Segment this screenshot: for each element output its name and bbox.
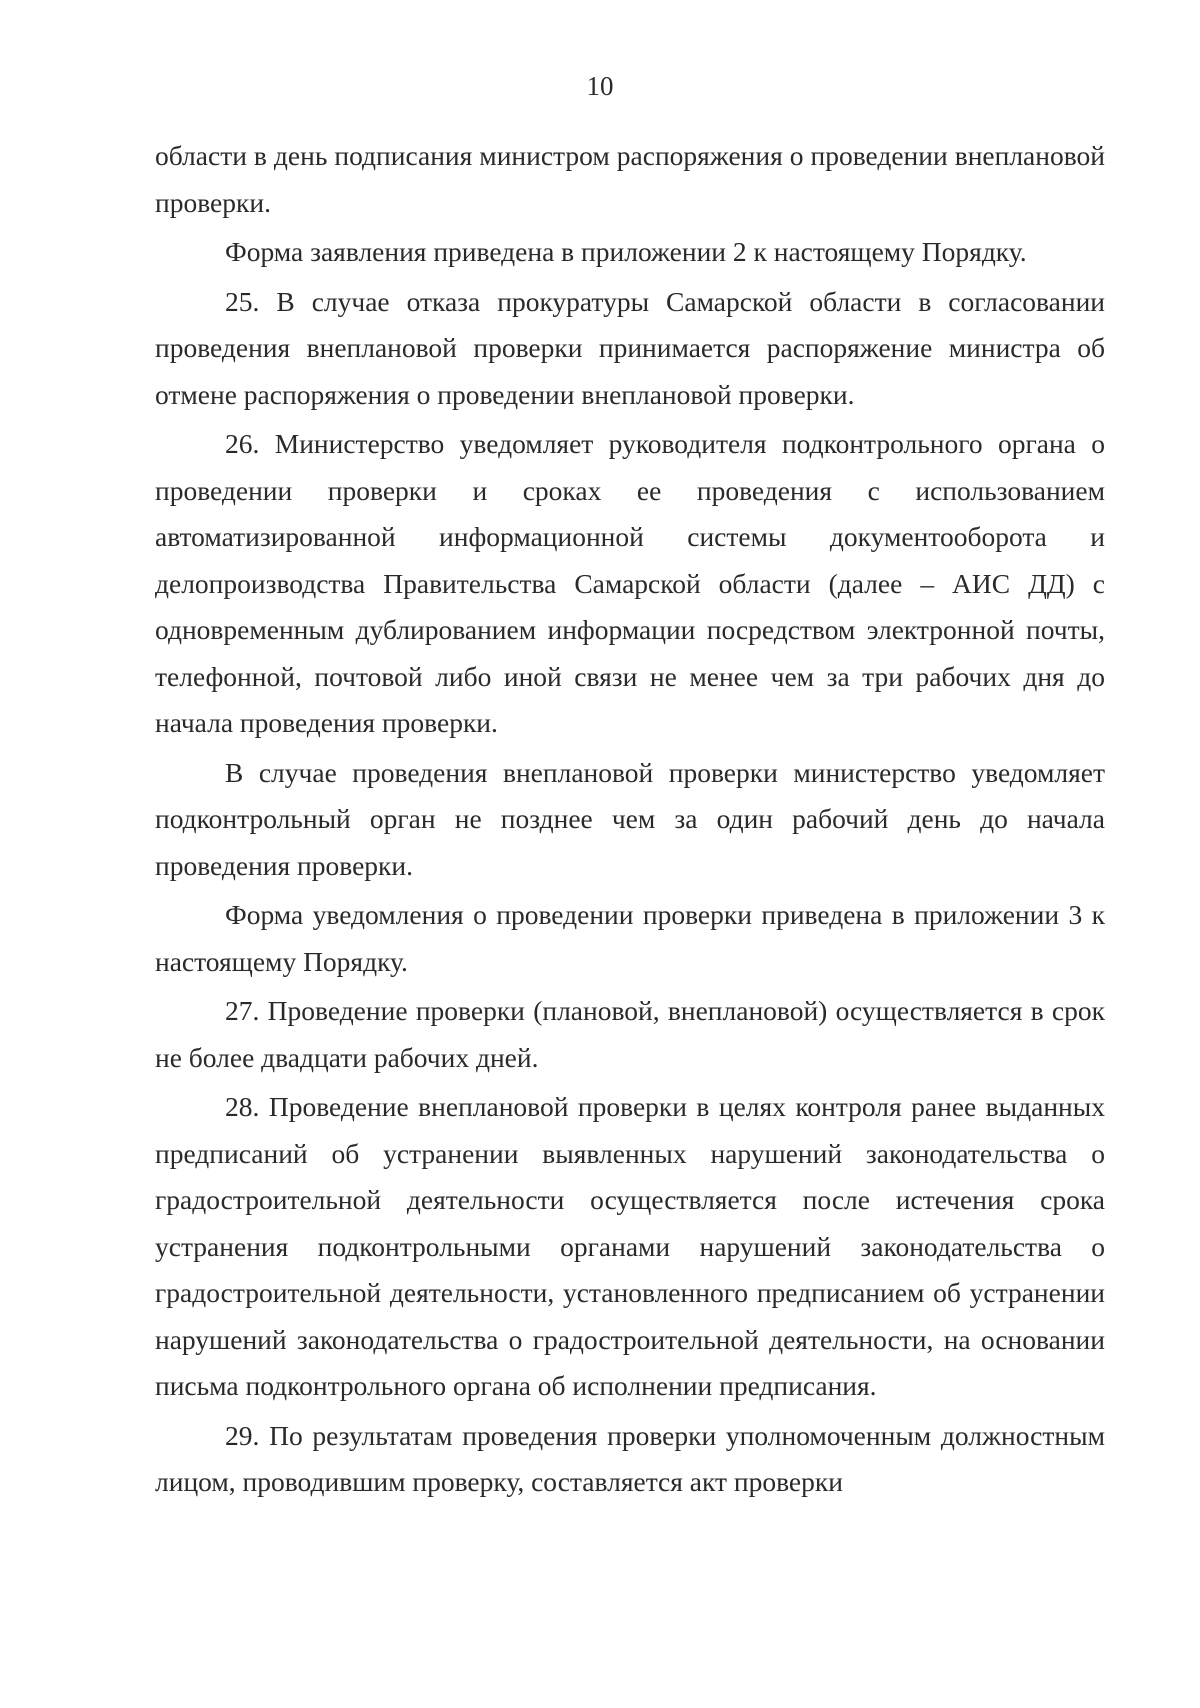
paragraph-26: 26. Министерство уведомляет руководителя подконтрольного органа о проведении проверки и сроках ее проведения с использованием автоматизированной информационной системы документооборота и делопроизводства Правительства Самарской области (далее – АИС ДД) с одновременным дублированием информации посредством электронной почты, телефонной, почтовой либо иной связи не менее чем за три рабочих дня до начала проведения проверки. (155, 428, 1105, 738)
paragraph-continuation: области в день подписания министром распоряжения о проведении внеплановой проверки. (155, 140, 1105, 218)
document-body (155, 133, 1105, 1506)
paragraph-27: 27. Проведение проверки (плановой, внеплановой) осуществляется в срок не более двадцати рабочих дней. (155, 995, 1105, 1073)
page-number: 10 (586, 71, 614, 101)
paragraph-25: 25. В случае отказа прокуратуры Самарской области в согласовании проведения внеплановой проверки принимается распоряжение министра об отмене распоряжения о проведении внеплановой проверки. (155, 285, 1105, 410)
paragraph-form-notification: Форма уведомления о проведении проверки приведена в приложении 3 к настоящему Порядку. (155, 899, 1105, 977)
paragraph-29: 29. По результатам проведения проверки уполномоченным должностным лицом, проводившим проверку, составляется акт проверки (155, 1419, 1105, 1497)
paragraph-unscheduled-notice: В случае проведения внеплановой проверки министерство уведомляет подконтрольный орган не позднее чем за один рабочий день до начала проведения проверки. (155, 756, 1105, 881)
paragraph-28: 28. Проведение внеплановой проверки в целях контроля ранее выданных предписаний об устранении выявленных нарушений законодательства о градостроительной деятельности осуществляется после истечения срока устранения подконтрольными органами нарушений законодательства о градостроительной деятельности, установленного предписанием об устранении нарушений законодательства о градостроительной деятельности, на основании письма подконтрольного органа об исполнении предписания. (155, 1091, 1105, 1401)
paragraph-form-application: Форма заявления приведена в приложении 2 к настоящему Порядку. (225, 236, 1027, 267)
